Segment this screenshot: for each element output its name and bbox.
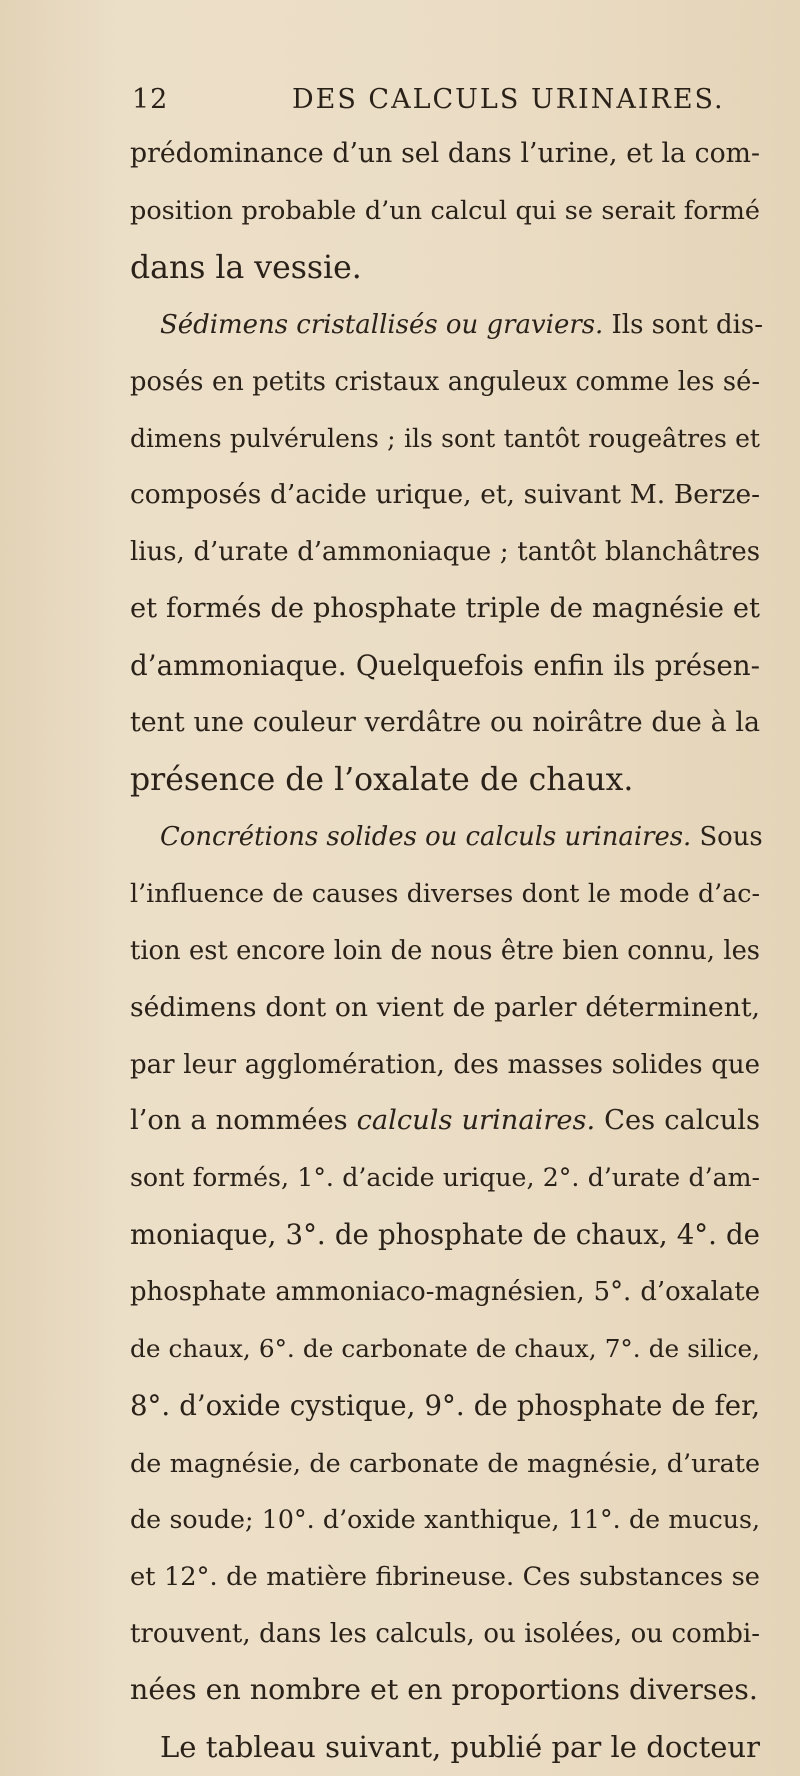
text-line [130, 695, 760, 752]
italic-text-segment: Concrétions solides ou calculs urinaires. [160, 821, 692, 852]
text-line [130, 411, 760, 468]
text-line [130, 1150, 760, 1207]
text-segment: trouvent, dans les calculs, ou isolées, ou combi- [130, 1618, 760, 1649]
text-segment: posés en petits cristaux anguleux comme les sé- [130, 366, 760, 397]
body-text [130, 126, 764, 1776]
text-line [130, 1662, 760, 1719]
text-segment: et formés de phosphate triple de magnésie et [130, 593, 760, 625]
text-line [130, 1435, 760, 1492]
text-segment: dimens pulvérulens ; ils sont tantôt rougeâtres et [130, 423, 760, 453]
text-segment: nées en nombre et en proportions diverses. [130, 1673, 758, 1707]
text-line [130, 183, 760, 240]
text-line [130, 467, 760, 524]
text-segment: phosphate ammoniaco-magnésien, 5°. d’oxalate [130, 1277, 760, 1308]
text-line [130, 923, 760, 980]
text-line [130, 1093, 760, 1150]
text-segment: l’influence de causes diverses dont le mode d’ac- [130, 878, 760, 908]
text-segment: Sous [691, 821, 763, 852]
text-segment: composés d’acide urique, et, suivant M. Berze- [130, 479, 760, 511]
text-line [130, 638, 760, 695]
text-segment: de chaux, 6°. de carbonate de chaux, 7°. de silice, [130, 1334, 760, 1364]
italic-text-segment: Sédimens cristallisés ou graviers. [160, 309, 604, 340]
text-line [130, 1321, 760, 1378]
text-line [130, 524, 760, 581]
text-segment: présence de l’oxalate de chaux. [130, 761, 634, 798]
text-line [130, 581, 760, 638]
text-line [130, 1264, 760, 1321]
text-segment: Ces calculs [595, 1105, 760, 1137]
text-segment: par leur agglomération, des masses solides que [130, 1049, 760, 1080]
text-segment: 8°. d’oxide cystique, 9°. de phosphate de fer, [130, 1388, 760, 1422]
text-line [130, 1378, 760, 1435]
italic-text-segment: calculs urinaires. [356, 1105, 596, 1137]
text-segment: dans la vessie. [130, 249, 362, 286]
text-segment: tion est encore loin de nous être bien connu, les [130, 935, 760, 966]
text-line [130, 866, 760, 923]
text-segment: de magnésie, de carbonate de magnésie, d’urate [130, 1447, 760, 1478]
text-segment: de soude; 10°. d’oxide xanthique, 11°. de mucus, [130, 1504, 760, 1534]
text-segment: position probable d’un calcul qui se serait formé [130, 195, 760, 226]
text-line [130, 354, 760, 411]
page-header [132, 84, 752, 124]
text-segment: tent une couleur verdâtre ou noirâtre due à la [130, 707, 760, 739]
text-segment: d’ammoniaque. Quelquefois enfin ils présen- [130, 649, 760, 683]
text-line [130, 809, 763, 866]
text-line [130, 297, 764, 354]
text-segment: l’on a nommées [130, 1105, 357, 1137]
text-segment: Ils sont dis- [603, 309, 764, 340]
text-line [130, 752, 760, 809]
text-segment: et 12°. de matière fibrineuse. Ces substances se [130, 1561, 760, 1592]
text-line [130, 1719, 760, 1776]
text-segment: lius, d’urate d’ammoniaque ; tantôt blanchâtres [130, 537, 760, 568]
text-line [130, 1606, 760, 1663]
running-title: DES CALCULS URINAIRES. [292, 84, 725, 115]
text-line [130, 1037, 760, 1094]
text-segment: sont formés, 1°. d’acide urique, 2°. d’urate d’am- [130, 1163, 760, 1193]
page-number: 12 [132, 84, 169, 115]
text-line [130, 240, 760, 297]
text-segment: sédimens dont on vient de parler déterminent, [130, 991, 760, 1023]
text-segment: prédominance d’un sel dans l’urine, et la com- [130, 138, 760, 169]
text-line [130, 980, 760, 1037]
text-segment: Le tableau suivant, publié par le docteur [160, 1730, 760, 1765]
text-segment: moniaque, 3°. de phosphate de chaux, 4°. de [130, 1218, 760, 1252]
text-line [130, 1492, 760, 1549]
text-line [130, 1549, 760, 1606]
text-line [130, 126, 760, 183]
text-line [130, 1207, 760, 1264]
